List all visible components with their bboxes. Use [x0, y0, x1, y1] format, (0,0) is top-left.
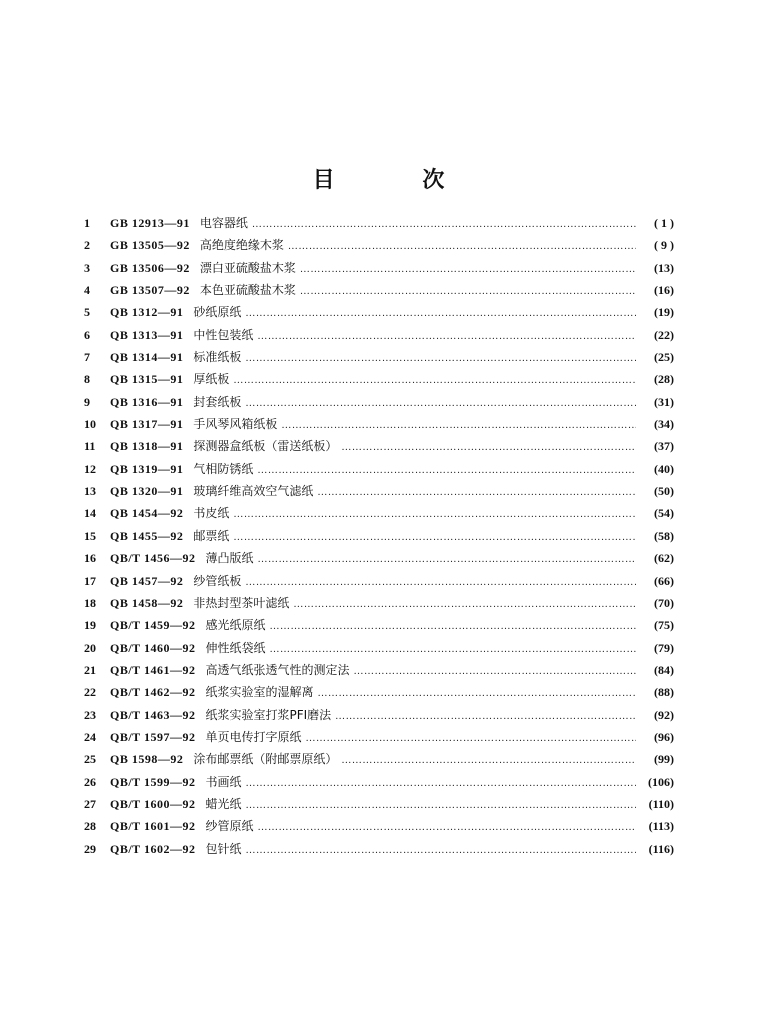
dot-leader [245, 800, 636, 811]
entry-title: 邮票纸 [193, 528, 230, 543]
entry-number: 6 [84, 327, 90, 342]
dot-leader [300, 264, 636, 275]
page-number: (110) [648, 796, 674, 811]
entry-number: 29 [84, 841, 96, 856]
entry-number: 17 [84, 573, 96, 588]
entry-number: 16 [84, 551, 96, 566]
toc-entry [84, 259, 674, 281]
entry-title: 纱管原纸 [205, 819, 254, 834]
dot-leader [233, 375, 636, 386]
entry-title: 探测器盒纸板（雷送纸板） [193, 439, 338, 454]
standard-code: QB 1318—91 [110, 439, 184, 454]
page-number: (22) [654, 327, 674, 342]
dot-leader [305, 733, 636, 744]
entry-title: 厚纸板 [193, 372, 230, 387]
page-number: (31) [654, 394, 674, 409]
toc-entry [84, 616, 674, 638]
dot-leader [288, 241, 636, 252]
entry-number: 2 [84, 238, 90, 253]
page-number: (88) [654, 685, 674, 700]
standard-code: QB 1458—92 [110, 595, 184, 610]
entry-title: 手风琴风箱纸板 [193, 417, 278, 432]
toc-entry [84, 750, 674, 772]
standard-code: QB 1315—91 [110, 372, 184, 387]
page-number: ( 1 ) [654, 216, 674, 230]
standard-code: QB/T 1456—92 [110, 551, 196, 566]
toc-entry [84, 482, 674, 504]
entry-number: 12 [84, 461, 96, 476]
dot-leader [245, 845, 636, 856]
dot-leader [233, 532, 636, 543]
toc-entry [84, 817, 674, 839]
toc-entry [84, 348, 674, 370]
dot-leader [269, 644, 636, 655]
toc-entry [84, 370, 674, 392]
entry-title: 砂纸原纸 [193, 305, 242, 320]
entry-number: 8 [84, 372, 90, 387]
entry-number: 19 [84, 618, 96, 633]
entry-number: 27 [84, 796, 96, 811]
standard-code: QB 1317—91 [110, 417, 184, 432]
dot-leader [293, 599, 636, 610]
entry-number: 5 [84, 305, 90, 320]
standard-code: QB/T 1597—92 [110, 729, 196, 744]
standard-code: QB/T 1600—92 [110, 796, 196, 811]
page-number: (113) [648, 819, 674, 834]
toc-entry [84, 639, 674, 661]
entry-title: 薄凸版纸 [205, 551, 254, 566]
standard-code: QB 1320—91 [110, 484, 184, 499]
entry-number: 10 [84, 417, 96, 432]
dot-leader [257, 822, 636, 833]
toc-entry [84, 303, 674, 325]
dot-leader [317, 487, 636, 498]
entry-title: 本色亚硫酸盐木浆 [199, 283, 296, 298]
toc-entry [84, 504, 674, 526]
page-number: (50) [654, 484, 674, 499]
entry-title: 伸性纸袋纸 [205, 640, 266, 655]
standard-code: QB/T 1602—92 [110, 841, 196, 856]
standard-code: QB 1454—92 [110, 506, 184, 521]
standard-code: QB/T 1459—92 [110, 618, 196, 633]
entry-title: 书画纸 [205, 774, 242, 789]
entry-number: 20 [84, 640, 96, 655]
page-number: (54) [654, 506, 674, 521]
entry-title: 高绝度绝缘木浆 [199, 238, 284, 253]
entry-number: 9 [84, 394, 90, 409]
page-number: (96) [654, 729, 674, 744]
page-number: (28) [654, 372, 674, 387]
dot-leader [281, 420, 636, 431]
toc-entry [84, 572, 674, 594]
entry-title: 感光纸原纸 [205, 618, 266, 633]
dot-leader [252, 219, 636, 230]
page-number: (70) [654, 595, 674, 610]
toc-entry [84, 594, 674, 616]
page-number: (58) [654, 528, 674, 543]
entry-number: 14 [84, 506, 96, 521]
page-number: (84) [654, 662, 674, 677]
dot-leader [341, 442, 636, 453]
toc-entry [84, 840, 674, 862]
standard-code: GB 12913—91 [110, 216, 190, 230]
entry-number: 7 [84, 350, 90, 365]
page-number: (66) [654, 573, 674, 588]
entry-number: 13 [84, 484, 96, 499]
toc-entry [84, 236, 674, 258]
toc-entry [84, 326, 674, 348]
toc-entry [84, 795, 674, 817]
entry-number: 28 [84, 819, 96, 834]
entry-title: 书皮纸 [193, 506, 230, 521]
page-number: (16) [654, 283, 674, 298]
dot-leader [245, 308, 636, 319]
entry-title: 纱管纸板 [193, 573, 242, 588]
toc-entry [84, 393, 674, 415]
toc-entry [84, 460, 674, 482]
dot-leader [300, 286, 636, 297]
entry-title: 纸浆实验室的湿解离 [205, 685, 314, 700]
entry-title: 中性包装纸 [193, 327, 254, 342]
entry-title: 包针纸 [205, 841, 242, 856]
entry-number: 11 [84, 439, 96, 454]
entry-number: 21 [84, 662, 96, 677]
entry-title: 蜡光纸 [205, 796, 242, 811]
entry-number: 3 [84, 260, 90, 275]
standard-code: QB/T 1601—92 [110, 819, 196, 834]
standard-code: QB 1313—91 [110, 327, 184, 342]
standard-code: QB/T 1460—92 [110, 640, 196, 655]
dot-leader [245, 398, 636, 409]
toc-entry [84, 728, 674, 750]
page-number: (79) [654, 640, 674, 655]
dot-leader [245, 577, 636, 588]
toc-entry [84, 549, 674, 571]
page-number: (34) [654, 417, 674, 432]
standard-code: GB 13507—92 [110, 283, 190, 298]
standard-code: QB 1312—91 [110, 305, 184, 320]
page-number: (99) [654, 752, 674, 767]
standard-code: GB 13505—92 [110, 238, 190, 253]
entry-title: 单页电传打字原纸 [205, 729, 302, 744]
page-number: (13) [654, 260, 674, 275]
entry-title: 玻璃纤维高效空气滤纸 [193, 484, 314, 499]
entry-number: 24 [84, 729, 96, 744]
standard-code: QB/T 1462—92 [110, 685, 196, 700]
dot-leader [245, 353, 636, 364]
page-number: ( 9 ) [654, 238, 674, 253]
entry-title: 漂白亚硫酸盐木浆 [199, 260, 296, 275]
standard-code: QB 1455—92 [110, 528, 184, 543]
toc-entry [84, 661, 674, 683]
standard-code: QB/T 1461—92 [110, 662, 196, 677]
entry-title: 标准纸板 [193, 350, 242, 365]
page-number: (37) [654, 439, 674, 454]
entry-title: 涂布邮票纸（附邮票原纸） [193, 752, 338, 767]
toc-entry [84, 437, 674, 459]
standard-code: QB 1319—91 [110, 461, 184, 476]
dot-leader [257, 554, 636, 565]
page-title: 目 次 [312, 168, 485, 193]
toc-entry [84, 773, 674, 795]
entry-title: 封套纸板 [193, 394, 242, 409]
entry-number: 18 [84, 595, 96, 610]
page-number: (92) [654, 707, 674, 722]
toc-list [84, 214, 674, 862]
entry-title: 非热封型茶叶滤纸 [193, 595, 290, 610]
page-number: (116) [648, 841, 674, 856]
entry-number: 1 [84, 216, 90, 230]
toc-entry [84, 706, 674, 728]
entry-title: 电容器纸 [199, 216, 248, 230]
entry-number: 4 [84, 283, 90, 298]
toc-entry [84, 281, 674, 303]
dot-leader [269, 621, 636, 632]
page-number: (75) [654, 618, 674, 633]
page-number: (25) [654, 350, 674, 365]
dot-leader [233, 509, 636, 520]
standard-code: QB/T 1463—92 [110, 707, 196, 722]
toc-entry [84, 214, 674, 236]
page-number: (106) [648, 774, 674, 789]
standard-code: GB 13506—92 [110, 260, 190, 275]
dot-leader [257, 465, 636, 476]
standard-code: QB 1316—91 [110, 394, 184, 409]
toc-entry [84, 683, 674, 705]
standard-code: QB 1457—92 [110, 573, 184, 588]
toc-entry [84, 415, 674, 437]
entry-number: 26 [84, 774, 96, 789]
entry-number: 23 [84, 707, 96, 722]
entry-number: 22 [84, 685, 96, 700]
toc-entry [84, 527, 674, 549]
dot-leader [335, 711, 636, 722]
dot-leader [353, 666, 636, 677]
page-number: (40) [654, 461, 674, 476]
entry-title: 高透气纸张透气性的测定法 [205, 662, 350, 677]
standard-code: QB 1598—92 [110, 752, 184, 767]
dot-leader [245, 778, 636, 789]
entry-number: 25 [84, 752, 96, 767]
dot-leader [317, 688, 636, 699]
entry-title: 气相防锈纸 [193, 461, 254, 476]
entry-number: 15 [84, 528, 96, 543]
entry-title: 纸浆实验室打浆PFI磨法 [205, 707, 332, 722]
standard-code: QB 1314—91 [110, 350, 184, 365]
page-number: (62) [654, 551, 674, 566]
dot-leader [257, 331, 636, 342]
page-number: (19) [654, 305, 674, 320]
standard-code: QB/T 1599—92 [110, 774, 196, 789]
dot-leader [341, 755, 636, 766]
